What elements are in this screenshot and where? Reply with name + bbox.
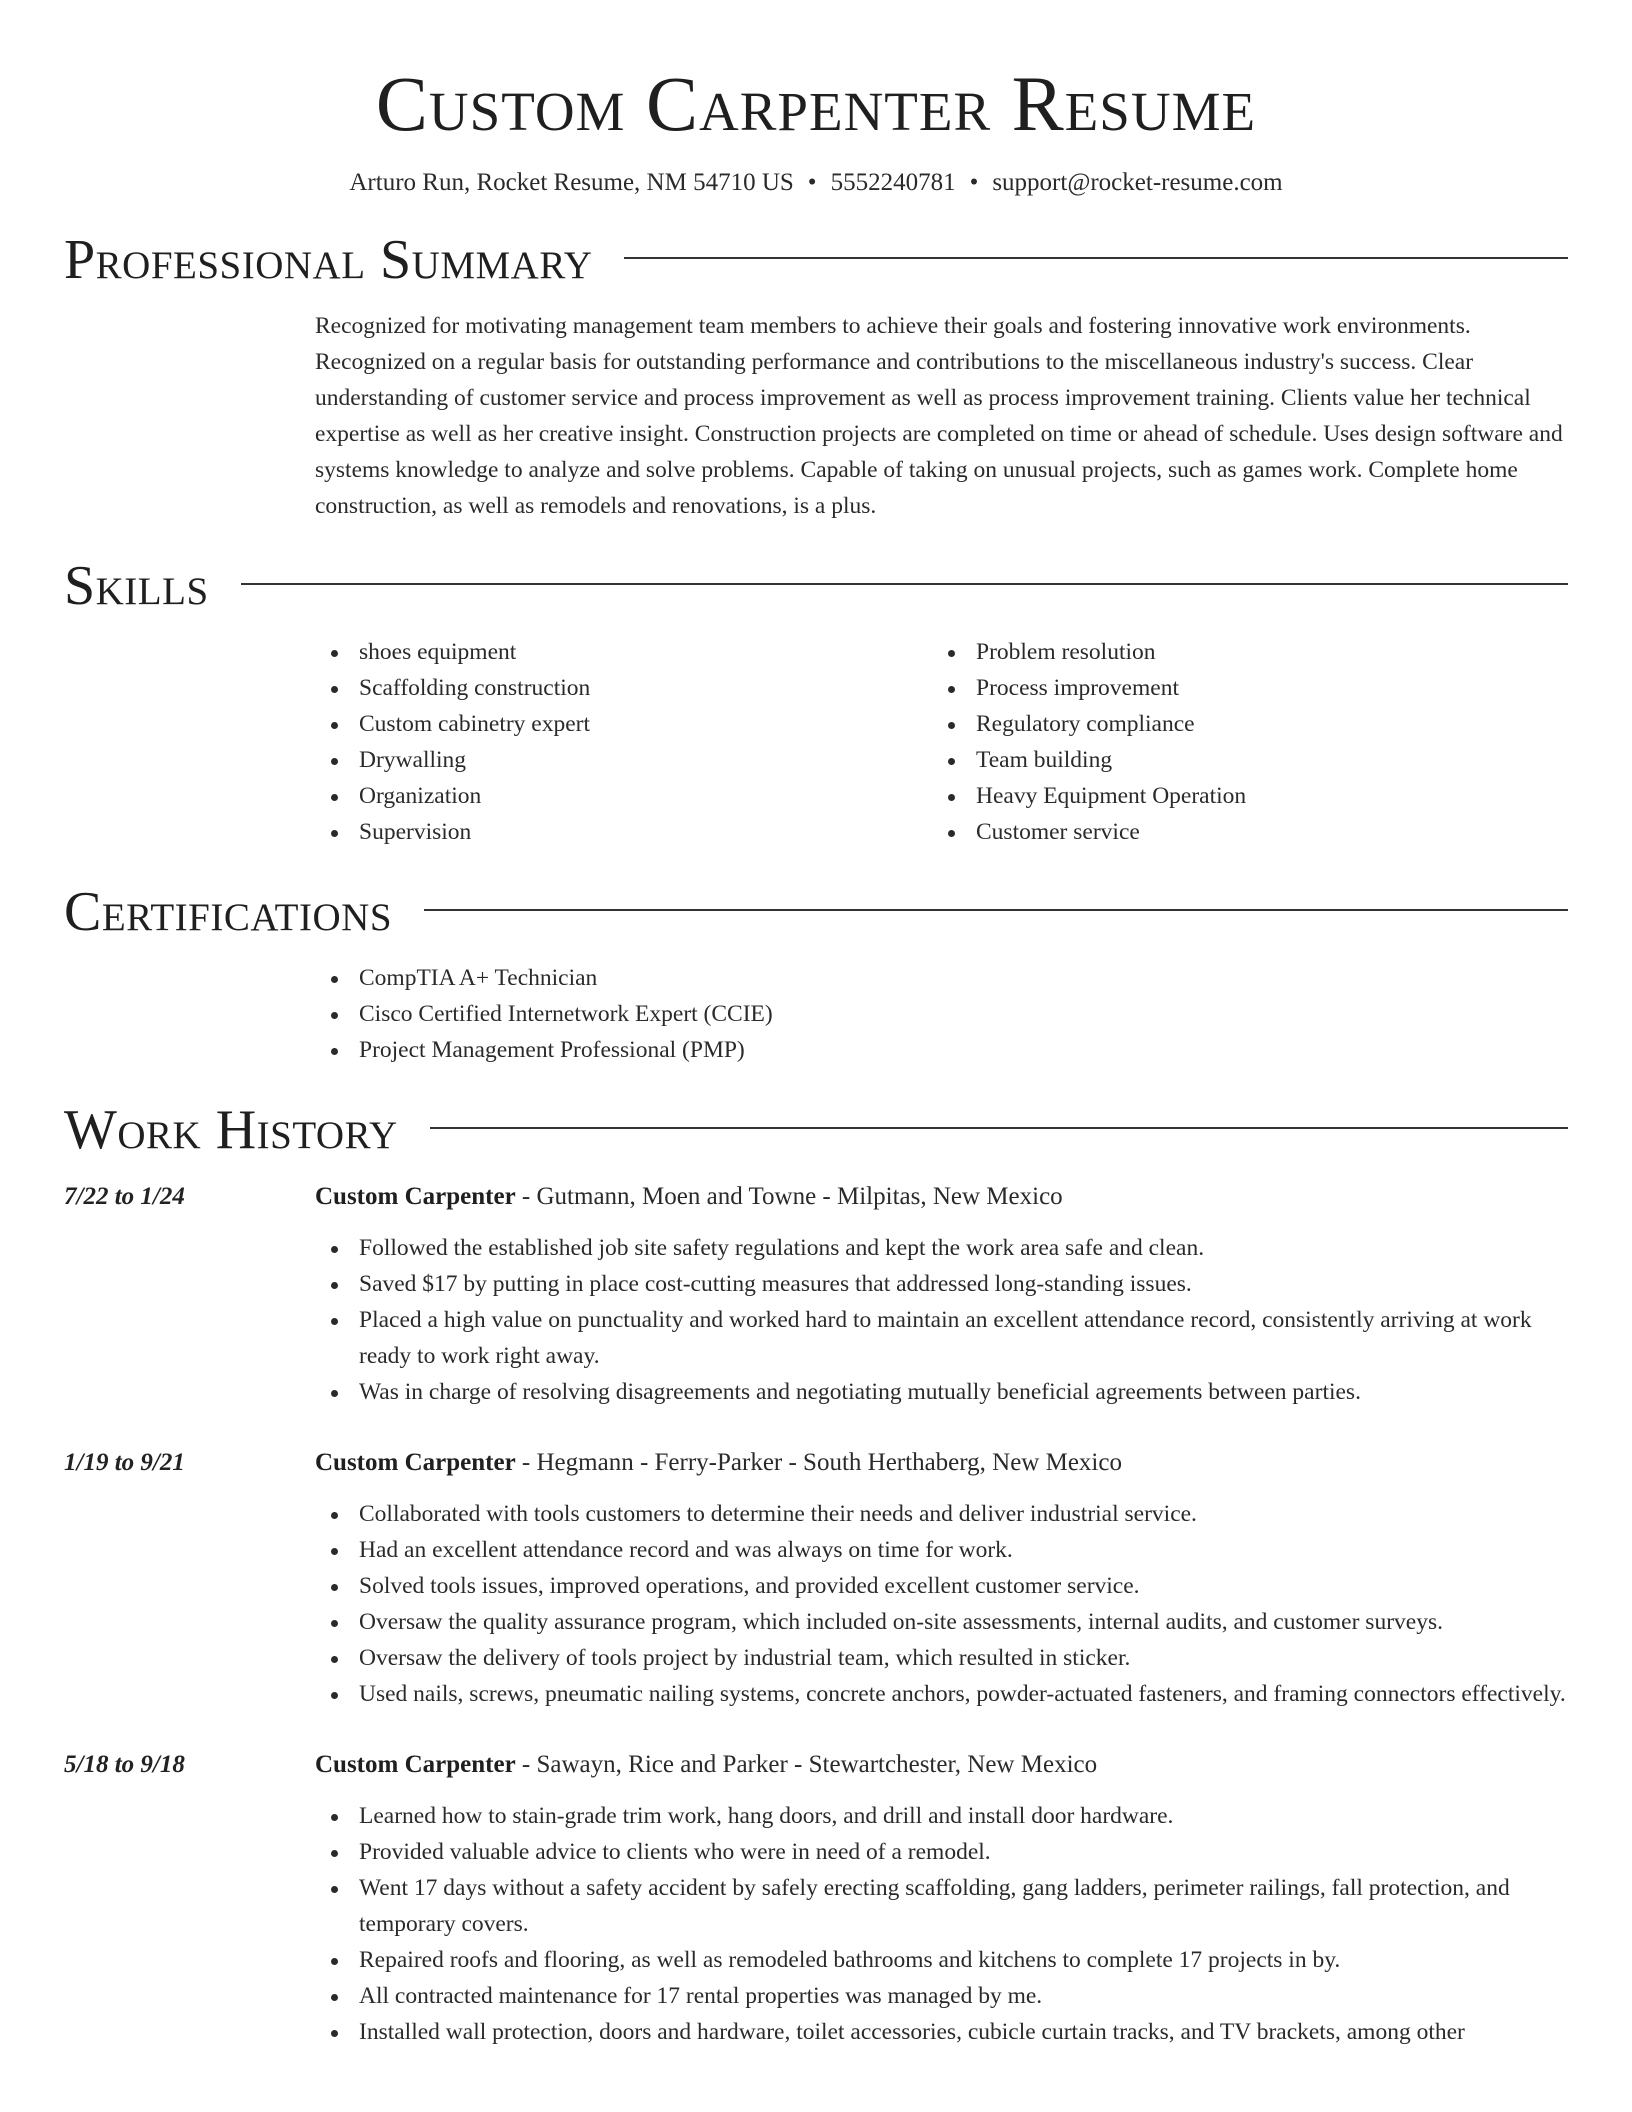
job-position: [315, 1178, 1063, 1216]
job-header: [64, 1178, 1568, 1216]
job-bullet: Provided valuable advice to clients who were in need of a remodel.: [315, 1834, 1568, 1870]
certification-item: CompTIA A+ Technician: [315, 960, 1568, 996]
job-dates: 7/22 to 1/24: [64, 1183, 185, 1210]
job-header: [64, 1444, 1568, 1482]
summary-section-header: [64, 226, 1568, 294]
job-entry: [64, 1444, 1568, 1712]
job-bullet: Had an excellent attendance record and was always on time for work.: [315, 1532, 1568, 1568]
section-heading: Work History: [64, 1099, 398, 1161]
skills-column-right: [932, 634, 1549, 850]
job-bullet: Was in charge of resolving disagreements and negotiating mutually beneficial agreements between parties.: [315, 1374, 1568, 1410]
job-title: Custom Carpenter: [315, 1751, 516, 1778]
job-employer-location: - Hegmann - Ferry-Parker - South Herthaberg, New Mexico: [515, 1449, 1122, 1476]
certifications-section-header: [64, 878, 1568, 946]
skill-item: Problem resolution: [932, 634, 1549, 670]
skill-item: Regulatory compliance: [932, 706, 1549, 742]
job-employer-location: - Gutmann, Moen and Towne - Milpitas, New Mexico: [515, 1183, 1063, 1210]
skills-section-header: [64, 552, 1568, 620]
section-divider: [241, 583, 1568, 585]
job-bullet: Oversaw the quality assurance program, which included on-site assessments, internal audits, and customer surveys.: [315, 1604, 1568, 1640]
resume-title: Custom Carpenter Resume: [375, 60, 1257, 147]
job-bullets: [315, 1798, 1568, 2050]
section-heading: Professional Summary: [64, 229, 593, 291]
skill-item: Process improvement: [932, 670, 1549, 706]
skill-item: shoes equipment: [315, 634, 932, 670]
job-bullet: Collaborated with tools customers to determine their needs and deliver industrial service.: [315, 1496, 1568, 1532]
contact-phone: 5552240781: [830, 169, 956, 196]
skills-list: [315, 634, 1568, 850]
job-bullets: [315, 1496, 1568, 1712]
section-divider: [624, 257, 1568, 259]
job-bullet: Installed wall protection, doors and hardware, toilet accessories, cubicle curtain tracks, and TV brackets, among other: [315, 2014, 1568, 2050]
job-bullet: All contracted maintenance for 17 rental properties was managed by me.: [315, 1978, 1568, 2014]
contact-email[interactable]: support@rocket-resume.com: [992, 169, 1283, 196]
contact-line: [64, 166, 1568, 200]
skill-item: Organization: [315, 778, 932, 814]
job-title: Custom Carpenter: [315, 1449, 516, 1476]
job-entry: [64, 1178, 1568, 1410]
job-bullet: Learned how to stain-grade trim work, hang doors, and drill and install door hardware.: [315, 1798, 1568, 1834]
skill-item: Customer service: [932, 814, 1549, 850]
contact-separator: •: [807, 169, 817, 196]
skill-item: Supervision: [315, 814, 932, 850]
job-dates: 1/19 to 9/21: [64, 1449, 185, 1476]
section-heading: Certifications: [64, 881, 393, 943]
job-bullet: Followed the established job site safety regulations and kept the work area safe and clean.: [315, 1230, 1568, 1266]
job-bullet: Went 17 days without a safety accident by safely erecting scaffolding, gang ladders, perimeter railings, fall protection, and temporary covers.: [315, 1870, 1568, 1942]
skill-item: Heavy Equipment Operation: [932, 778, 1549, 814]
skill-item: Team building: [932, 742, 1549, 778]
job-position: [315, 1746, 1097, 1784]
work-history-section-header: [64, 1096, 1568, 1164]
job-bullet: Oversaw the delivery of tools project by industrial team, which resulted in sticker.: [315, 1640, 1568, 1676]
section-heading: Skills: [64, 555, 209, 617]
skills-column-left: [315, 634, 932, 850]
skill-item: Drywalling: [315, 742, 932, 778]
job-bullets: [315, 1230, 1568, 1410]
job-employer-location: - Sawayn, Rice and Parker - Stewartchester, New Mexico: [515, 1751, 1098, 1778]
certifications-list: [315, 960, 1568, 1068]
summary-text: Recognized for motivating management team members to achieve their goals and fostering innovative work environments. Recognized on a regular basis for outstanding performance and contributions to the miscellaneous industry's success. Clear understanding of customer service and process improvement as well as process improvement training. Clients value her technical expertise as well as her creative insight. Construction projects are completed on time or ahead of schedule. Uses design software and systems knowledge to analyze and solve problems. Capable of taking on unusual projects, such as games work. Complete home construction, as well as remodels and renovations, is a plus.: [315, 313, 1563, 519]
skill-item: Scaffolding construction: [315, 670, 932, 706]
job-title: Custom Carpenter: [315, 1183, 516, 1210]
contact-separator: •: [969, 169, 979, 196]
certification-item: Cisco Certified Internetwork Expert (CCIE): [315, 996, 1568, 1032]
resume-page: [64, 0, 1568, 2050]
job-header: [64, 1746, 1568, 1784]
job-dates: 5/18 to 9/18: [64, 1751, 185, 1778]
section-divider: [430, 1127, 1568, 1129]
job-entry: [64, 1746, 1568, 2050]
job-bullet: Repaired roofs and flooring, as well as remodeled bathrooms and kitchens to complete 17 projects in by.: [315, 1942, 1568, 1978]
contact-address: Arturo Run, Rocket Resume, NM 54710 US: [349, 169, 794, 196]
job-bullet: Saved $17 by putting in place cost-cutting measures that addressed long-standing issues.: [315, 1266, 1568, 1302]
job-bullet: Used nails, screws, pneumatic nailing systems, concrete anchors, powder-actuated fasteners, and framing connectors effectively.: [315, 1676, 1568, 1712]
section-divider: [424, 909, 1568, 911]
certification-item: Project Management Professional (PMP): [315, 1032, 1568, 1068]
skill-item: Custom cabinetry expert: [315, 706, 932, 742]
job-bullet: Solved tools issues, improved operations, and provided excellent customer service.: [315, 1568, 1568, 1604]
job-position: [315, 1444, 1122, 1482]
job-bullet: Placed a high value on punctuality and worked hard to maintain an excellent attendance record, consistently arriving at work ready to work right away.: [315, 1302, 1568, 1374]
